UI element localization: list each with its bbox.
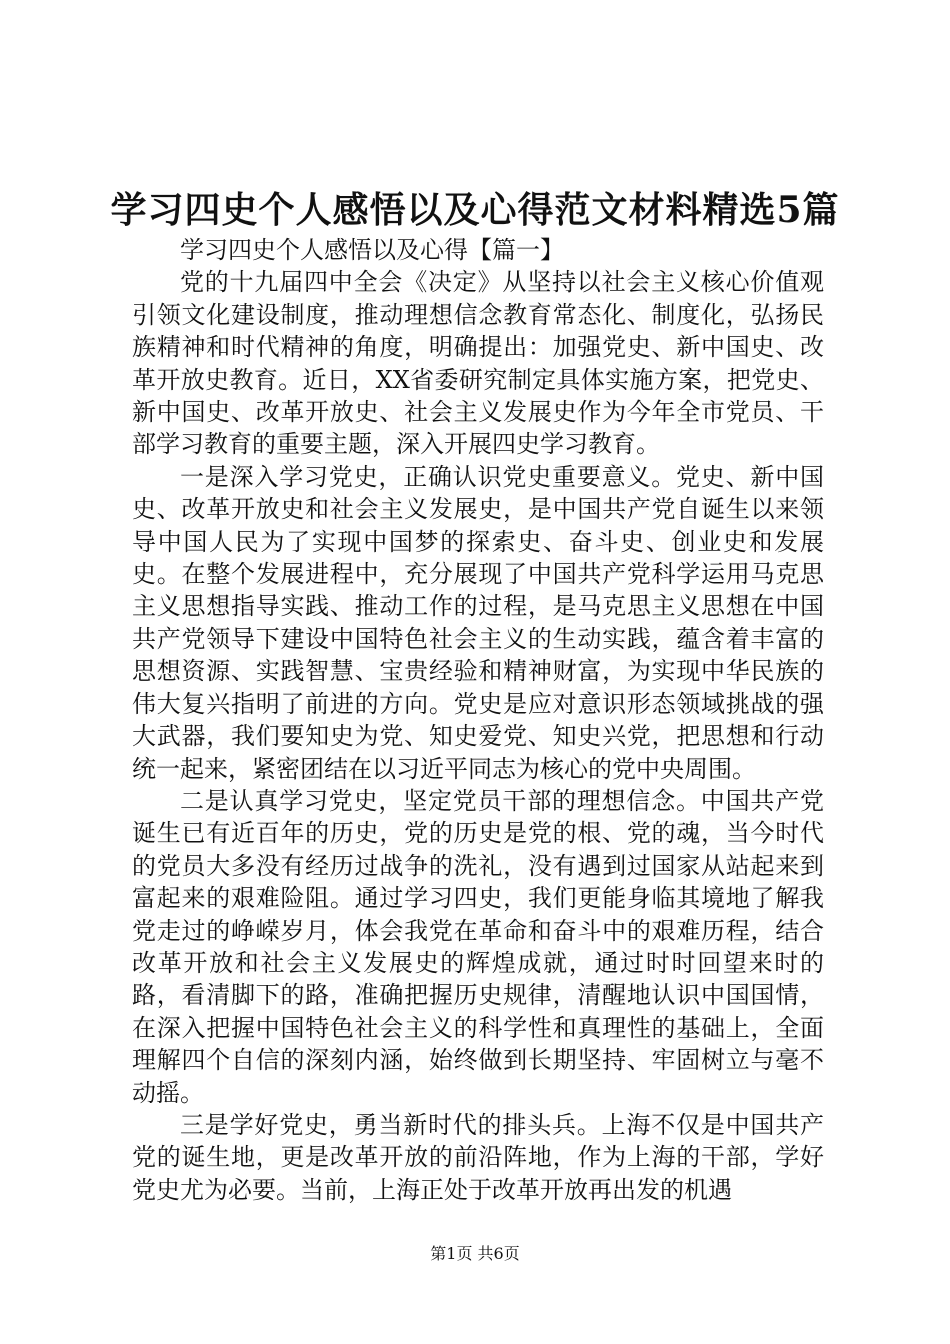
- section-heading: 学习四史个人感悟以及心得【篇一】: [180, 236, 564, 264]
- paragraph-point-two: 二是认真学习党史，坚定党员干部的理想信念。中国共产党诞生已有近百年的历史，党的历史是党的根、党的魂，当今时代的党员大多没有经历过战争的洗礼，没有遇到过国家从站起来到富起来的艰难险阻。通过学习四史，我们更能身临其境地了解我党走过的峥嵘岁月，体会我党在革命和奋斗中的艰难历程，结合改革开放和社会主义发展史的辉煌成就，通过时时回望来时的路，看清脚下的路，准确把握历史规律，清醒地认识中国国情，在深入把握中国特色社会主义的科学性和真理性的基础上，全面理解四个自信的深刻内涵，始终做到长期坚持、牢固树立与毫不动摇。: [132, 786, 824, 1107]
- paragraph-point-one: 一是深入学习党史，正确认识党史重要意义。党史、新中国史、改革开放史和社会主义发展史，是中国共产党自诞生以来领导中国人民为了实现中国梦的探索史、奋斗史、创业史和发展史。在整个发展进程中，充分展现了中国共产党科学运用马克思主义思想指导实践、推动工作的过程，是马克思主义思想在中国共产党领导下建设中国特色社会主义的生动实践，蕴含着丰富的思想资源、实践智慧、宝贵经验和精神财富，为实现中华民族的伟大复兴指明了前进的方向。党史是应对意识形态领域挑战的强大武器，我们要知史为党、知史爱党、知史兴党，把思想和行动统一起来，紧密团结在以习近平同志为核心的党中央周围。: [132, 462, 824, 783]
- page-footer: 第1页 共6页: [430, 1244, 520, 1263]
- paragraph-point-three: 三是学好党史，勇当新时代的排头兵。上海不仅是中国共产党的诞生地，更是改革开放的前沿阵地，作为上海的干部，学好党史尤为必要。当前，上海正处于改革开放再出发的机遇: [132, 1110, 824, 1204]
- document-body: [132, 234, 824, 1206]
- paragraph-intro: 党的十九届四中全会《决定》从坚持以社会主义核心价值观引领文化建设制度，推动理想信念教育常态化、制度化，弘扬民族精神和时代精神的角度，明确提出：加强党史、新中国史、改革开放史教育。近日，XX省委研究制定具体实施方案，把党史、新中国史、改革开放史、社会主义发展史作为今年全市党员、干部学习教育的重要主题，深入开展四史学习教育。: [132, 268, 824, 459]
- document-title: 学习四史个人感悟以及心得范文材料精选5篇: [110, 189, 840, 231]
